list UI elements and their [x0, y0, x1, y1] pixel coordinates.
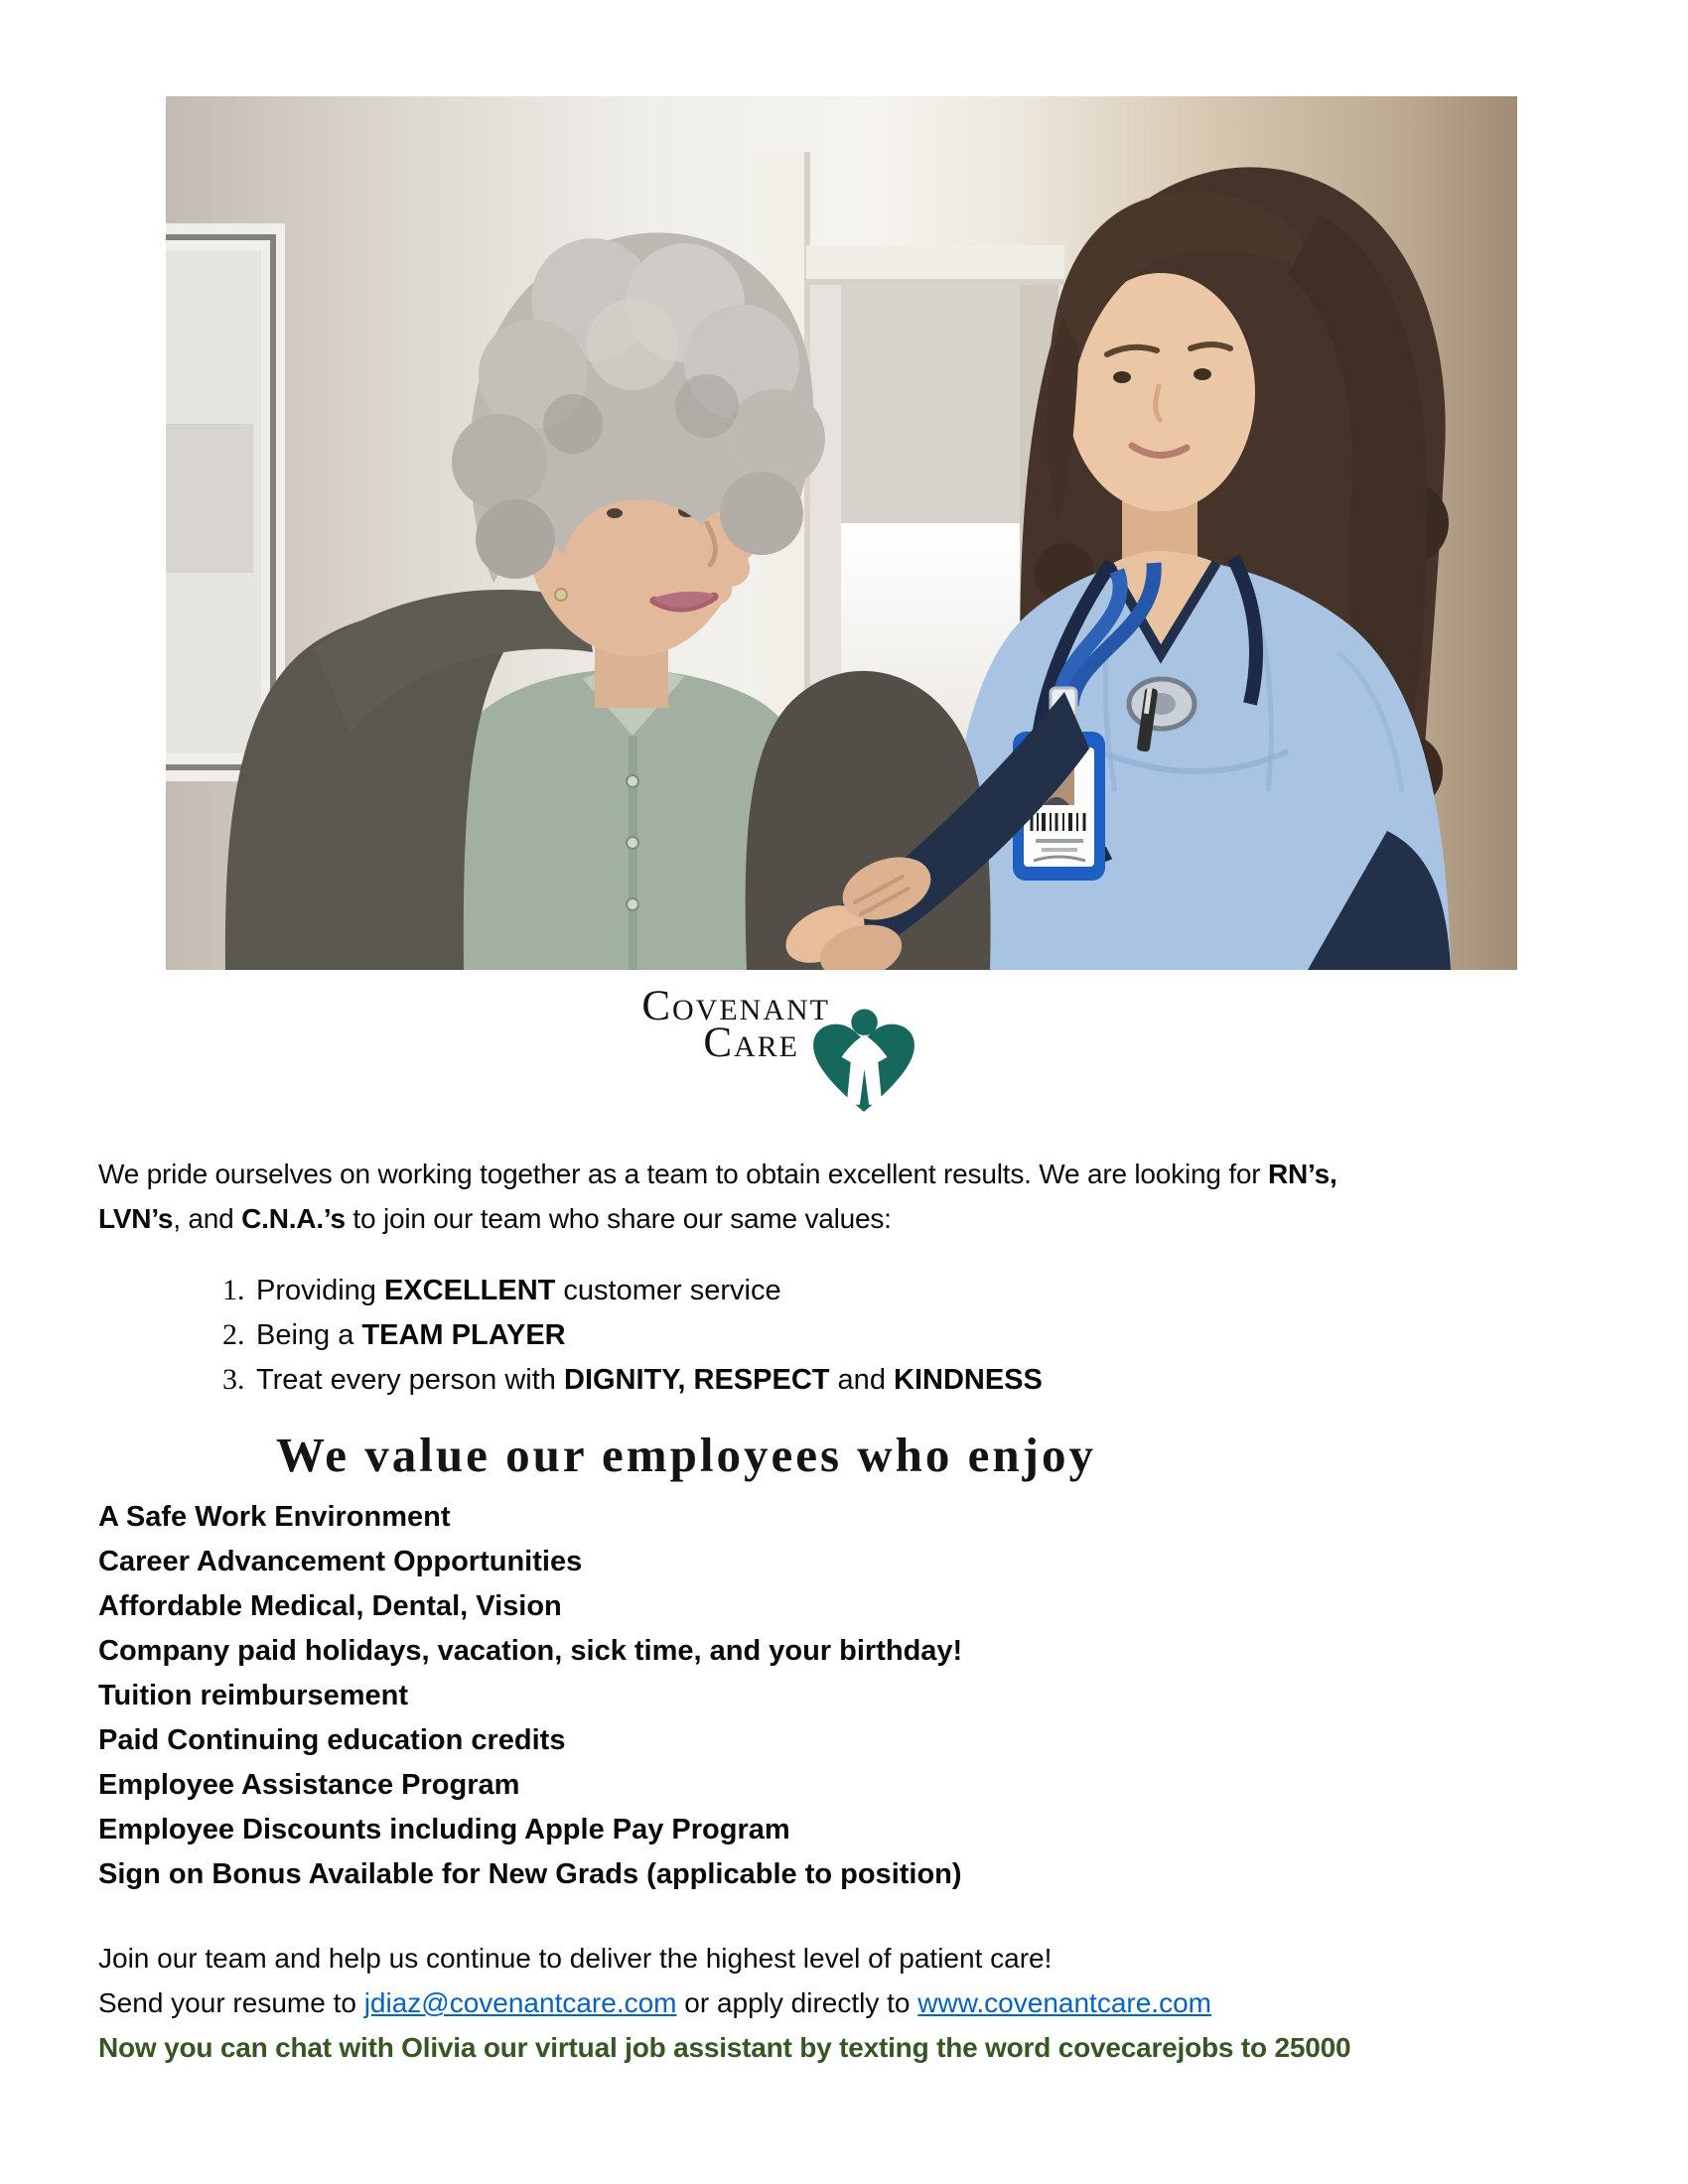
benefit-item: A Safe Work Environment [98, 1501, 451, 1533]
benefit-item: Affordable Medical, Dental, Vision [98, 1590, 562, 1622]
value-number: 1. [222, 1274, 245, 1306]
value-bold: EXCELLENT [383, 1275, 556, 1306]
email-link[interactable]: jdiaz@covenantcare.com [363, 1987, 677, 2018]
benefit-item: Employee Assistance Program [98, 1769, 520, 1801]
benefit-item: Company paid holidays, vacation, sick time, and your birthday! [98, 1635, 963, 1667]
value-number: 3. [222, 1363, 245, 1396]
logo-word-covenant: COVENANT [641, 983, 830, 1029]
value-bold: KINDNESS [894, 1364, 1043, 1396]
closing-line-1: Join our team and help us continue to deliver the highest level of patient care! [98, 1943, 1053, 1974]
value-item-2 [222, 1318, 1043, 1363]
value-bold: DIGNITY, RESPECT [564, 1364, 830, 1396]
hero-photo [166, 96, 1517, 970]
logo-word-care: CARE [703, 1020, 799, 1066]
benefit-item: Sign on Bonus Available for New Grads (applicable to position) [98, 1858, 962, 1890]
benefit-item: Paid Continuing education credits [98, 1724, 566, 1756]
benefit-item: Employee Discounts including Apple Pay Program [98, 1814, 790, 1845]
intro-text-3: to join our team who share our same values: [345, 1203, 892, 1234]
benefits-list [98, 1495, 962, 1897]
value-item-1 [222, 1274, 1043, 1318]
benefit-item: Career Advancement Opportunities [98, 1546, 583, 1577]
intro-paragraph [98, 1152, 1588, 1241]
benefit-item: Tuition reimbursement [98, 1680, 409, 1711]
value-text: Providing [256, 1275, 384, 1306]
heart-person-icon [800, 1009, 927, 1116]
intro-text-2: , and [173, 1203, 242, 1234]
closing-text-2: or apply directly to [676, 1987, 918, 2018]
chat-assistant-line: Now you can chat with Olivia our virtual job assistant by texting the word covecarejobs to 25000 [98, 2032, 1351, 2063]
value-bold: TEAM PLAYER [361, 1319, 566, 1351]
value-text: Treat every person with [256, 1364, 564, 1396]
value-text: Being a [256, 1319, 362, 1351]
value-item-3 [222, 1363, 1043, 1408]
covenant-care-logo [596, 983, 830, 1066]
intro-text: We pride ourselves on working together as a team to obtain excellent results. We are looking for [98, 1159, 1268, 1189]
value-number: 2. [222, 1318, 245, 1351]
values-list [222, 1274, 1043, 1408]
employees-heading: We value our employees who enjoy [276, 1428, 1096, 1482]
closing-line-2 [98, 1980, 1350, 2025]
website-link[interactable]: www.covenantcare.com [917, 1987, 1211, 2018]
closing-text: Send your resume to [98, 1987, 364, 2018]
intro-bold-lvns: LVN’s [98, 1203, 174, 1234]
value-text: customer service [555, 1275, 781, 1306]
hero-photo-illustration [166, 96, 1517, 970]
intro-bold-cnas: C.N.A.’s [241, 1203, 346, 1234]
intro-bold-rns: RN’s, [1267, 1159, 1337, 1189]
closing-section [98, 1936, 1350, 2070]
value-text: and [829, 1364, 894, 1396]
